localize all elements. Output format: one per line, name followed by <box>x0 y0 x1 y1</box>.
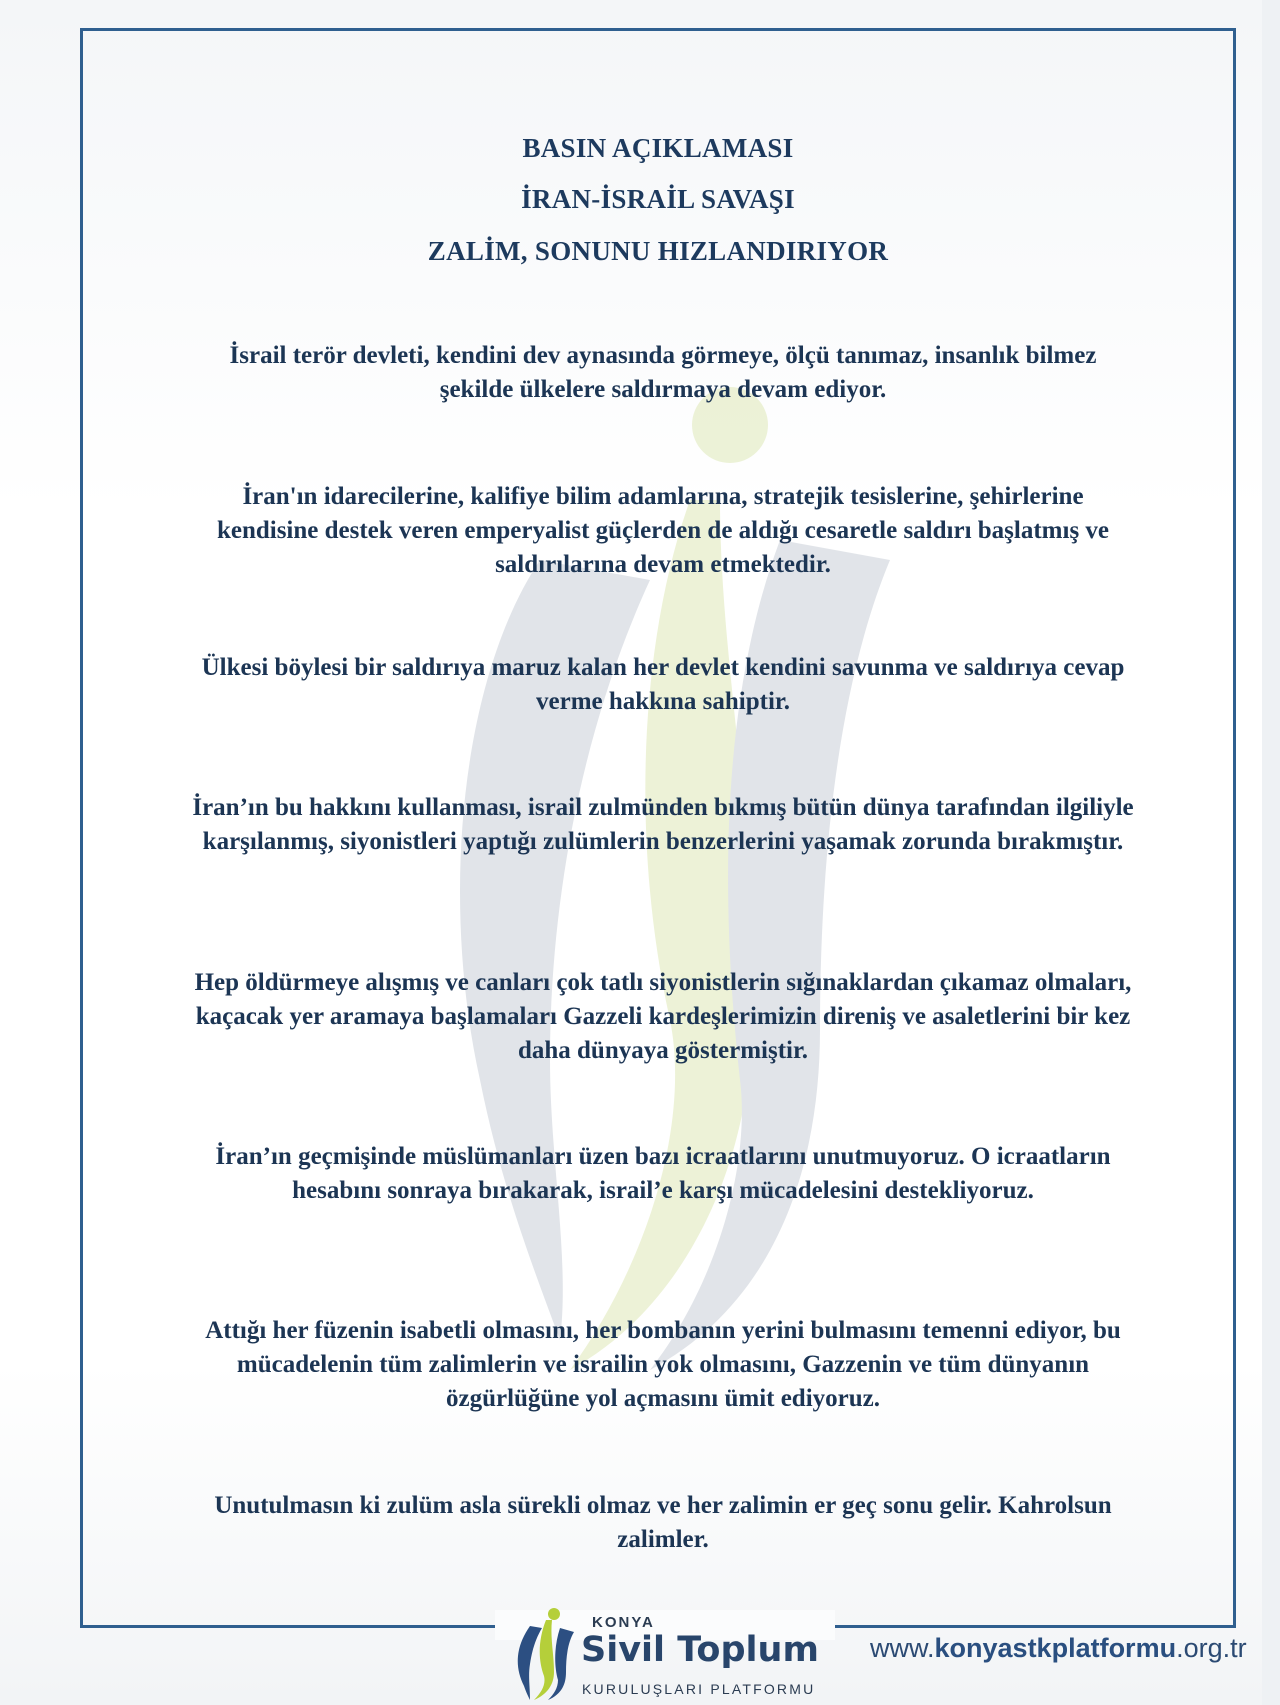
org-subtitle-label: KURULUŞLARI PLATFORMU <box>582 1681 816 1697</box>
paragraph-7: Attığı her füzenin isabetli olmasını, her bombanın yerini bulmasını temenni ediyor, bu mücadelenin tüm zalimlerin ve israilin yok olmasını, Gazzenin ve tüm dünyanın özgürlüğüne yol açmasını ümit ediyoruz. <box>205 1317 1121 1412</box>
heading-subtitle: ZALİM, SONUNU HIZLANDIRIYOR <box>427 236 889 266</box>
org-name-label: Sivil Toplum <box>581 1630 819 1670</box>
paragraph-2: İran'ın idarecilerine, kalifiye bilim adamlarına, stratejik tesislerine, şehirlerine kendisine destek veren emperyalist güçlerden de aldığı cesaretle saldırı başlatmış ve saldırılarına devam etmektedir. <box>216 483 1110 578</box>
org-city-label: KONYA <box>592 1614 655 1631</box>
url-domain: konyastkplatformu <box>934 1633 1177 1663</box>
paragraph-4: İran’ın bu hakkını kullanması, israil zulmünden bıkmış bütün dünya tarafından ilgiliyle karşılanmış, siyonistleri yaptığı zulümlerin benzerlerini yaşamak zorunda bırakmıştır. <box>192 794 1134 855</box>
org-logo-icon <box>512 1606 582 1701</box>
heading-press-release: BASIN AÇIKLAMASI <box>522 133 794 163</box>
url-suffix: .org.tr <box>1176 1633 1247 1663</box>
url-prefix: www. <box>870 1633 935 1663</box>
heading-war-title: İRAN-İSRAİL SAVAŞI <box>521 184 795 214</box>
paragraph-3: Ülkesi böylesi bir saldırıya maruz kalan her devlet kendini savunma ve saldırıya cevap verme hakkına sahiptir. <box>201 654 1125 715</box>
paragraph-6: İran’ın geçmişinde müslümanları üzen bazı icraatlarını unutmuyoruz. O icraatların hesabını sonraya bırakarak, israil’e karşı mücadelesini destekliyoruz. <box>215 1143 1111 1204</box>
paragraph-1: İsrail terör devleti, kendini dev aynasında görmeye, ölçü tanımaz, insanlık bilmez şekilde ülkelere saldırmaya devam ediyor. <box>229 342 1097 403</box>
paragraph-5: Hep öldürmeye alışmış ve canları çok tatlı siyonistlerin sığınaklardan çıkamaz olmaları, kaçacak yer aramaya başlamaları Gazzeli kardeşlerimizin direniş ve asaletlerini bir kez daha dünyaya göstermiştir. <box>194 969 1132 1064</box>
website-link[interactable] <box>870 1633 1247 1664</box>
paragraph-8: Unutulmasın ki zulüm asla sürekli olmaz ve her zalimin er geç sonu gelir. Kahrolsun zalimler. <box>214 1492 1112 1553</box>
